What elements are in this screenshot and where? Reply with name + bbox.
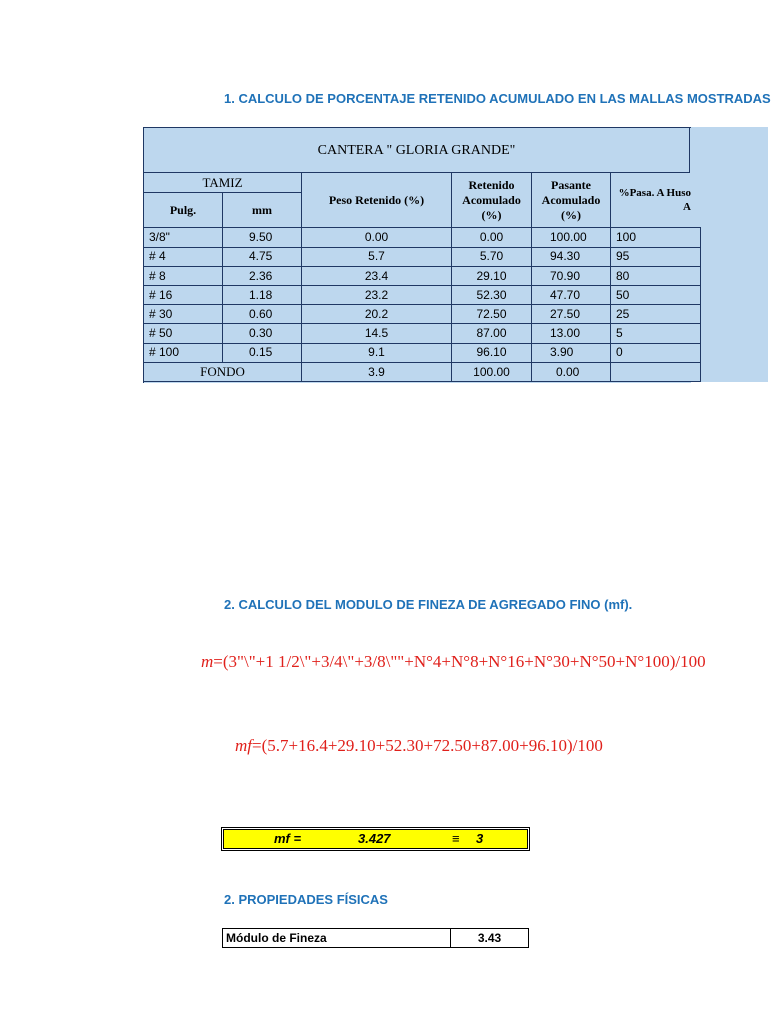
fineness-modulus-formula — [201, 652, 706, 672]
fondo-pasante: 0.00 — [532, 362, 611, 382]
cell-retenido-acumulado: 5.70 — [452, 247, 532, 267]
cell-peso-retenido: 0.00 — [302, 228, 452, 248]
properties-table — [222, 928, 529, 948]
section-1-title: 1. CALCULO DE PORCENTAJE RETENIDO ACUMULADO EN LAS MALLAS MOSTRADAS — [224, 91, 771, 106]
cell-pulg: # 16 — [144, 286, 223, 306]
cell-mm: 9.50 — [223, 228, 302, 248]
cell-mm: 2.36 — [223, 266, 302, 286]
section-3-title: 2. PROPIEDADES FÍSICAS — [224, 892, 388, 907]
cell-pasante-acumulado: 94.30 — [532, 247, 611, 267]
cell-huso: 5 — [611, 324, 701, 344]
cell-huso: 95 — [611, 247, 701, 267]
cell-mm: 0.60 — [223, 305, 302, 325]
formula-body: =(3"\"+1 1/2\"+3/4\"+3/8\""+N°4+N°8+N°16+N°30+N°50+N°100)/100 — [213, 652, 706, 671]
cell-peso-retenido: 23.2 — [302, 286, 452, 306]
cell-retenido-acumulado: 52.30 — [452, 286, 532, 306]
fondo-label: FONDO — [144, 362, 302, 382]
cell-retenido-acumulado: 0.00 — [452, 228, 532, 248]
mm-header: mm — [223, 193, 302, 228]
blue-side-panel — [690, 127, 768, 382]
retenido-acumulado-header: Retenido Acomulado (%) — [452, 173, 532, 228]
fondo-retenido: 100.00 — [452, 362, 532, 382]
cell-pulg: # 8 — [144, 266, 223, 286]
cell-huso: 0 — [611, 343, 701, 363]
cell-huso: 100 — [611, 228, 701, 248]
cell-pasante-acumulado: 27.50 — [532, 305, 611, 325]
sieve-analysis-table — [143, 127, 691, 383]
cell-peso-retenido: 9.1 — [302, 343, 452, 363]
cell-mm: 4.75 — [223, 247, 302, 267]
cell-peso-retenido: 5.7 — [302, 247, 452, 267]
fondo-peso: 3.9 — [302, 362, 452, 382]
cell-peso-retenido: 14.5 — [302, 324, 452, 344]
cell-retenido-acumulado: 29.10 — [452, 266, 532, 286]
cell-retenido-acumulado: 96.10 — [452, 343, 532, 363]
formula-variable-m: m — [201, 652, 214, 671]
property-value: 3.43 — [477, 931, 502, 945]
cell-retenido-acumulado: 72.50 — [452, 305, 532, 325]
pasante-acumulado-header: Pasante Acomulado (%) — [532, 173, 611, 228]
calculation-body: =(5.7+16.4+29.10+52.30+72.50+87.00+96.10)/100 — [252, 736, 603, 755]
table-title: CANTERA " GLORIA GRANDE" — [144, 128, 690, 173]
cell-pasante-acumulado: 70.90 — [532, 266, 611, 286]
peso-retenido-header: Peso Retenido (%) — [302, 173, 452, 228]
cell-mm: 0.15 — [223, 343, 302, 363]
cell-retenido-acumulado: 87.00 — [452, 324, 532, 344]
huso-header: %Pasa. A Huso A — [611, 173, 701, 228]
tamiz-header: TAMIZ — [144, 173, 302, 193]
cell-mm: 0.30 — [223, 324, 302, 344]
cell-pulg: # 4 — [144, 247, 223, 267]
cell-pasante-acumulado: 3.90 — [532, 343, 611, 363]
mf-result-box — [221, 827, 530, 851]
cell-pulg: 3/8" — [144, 228, 223, 248]
mf-value: 3.427 — [358, 831, 391, 846]
mf-rounded: 3 — [476, 831, 484, 846]
cell-huso: 25 — [611, 305, 701, 325]
cell-pasante-acumulado: 47.70 — [532, 286, 611, 306]
cell-huso: 80 — [611, 266, 701, 286]
cell-mm: 1.18 — [223, 286, 302, 306]
fondo-huso — [611, 362, 701, 382]
cell-huso: 50 — [611, 286, 701, 306]
section-2-title: 2. CALCULO DEL MODULO DE FINEZA DE AGREGADO FINO (mf). — [224, 597, 633, 612]
property-label: Módulo de Fineza — [223, 929, 451, 947]
cell-peso-retenido: 20.2 — [302, 305, 452, 325]
cell-pasante-acumulado: 13.00 — [532, 324, 611, 344]
fineness-modulus-calculation — [235, 736, 603, 756]
mf-label: mf = — [274, 831, 302, 846]
cell-pulg: # 100 — [144, 343, 223, 363]
cell-pasante-acumulado: 100.00 — [532, 228, 611, 248]
equiv-symbol: ≡ — [452, 831, 460, 846]
cell-peso-retenido: 23.4 — [302, 266, 452, 286]
pulg-header: Pulg. — [144, 193, 223, 228]
formula-variable-mf: mf — [235, 736, 252, 755]
cell-pulg: # 30 — [144, 305, 223, 325]
cell-pulg: # 50 — [144, 324, 223, 344]
